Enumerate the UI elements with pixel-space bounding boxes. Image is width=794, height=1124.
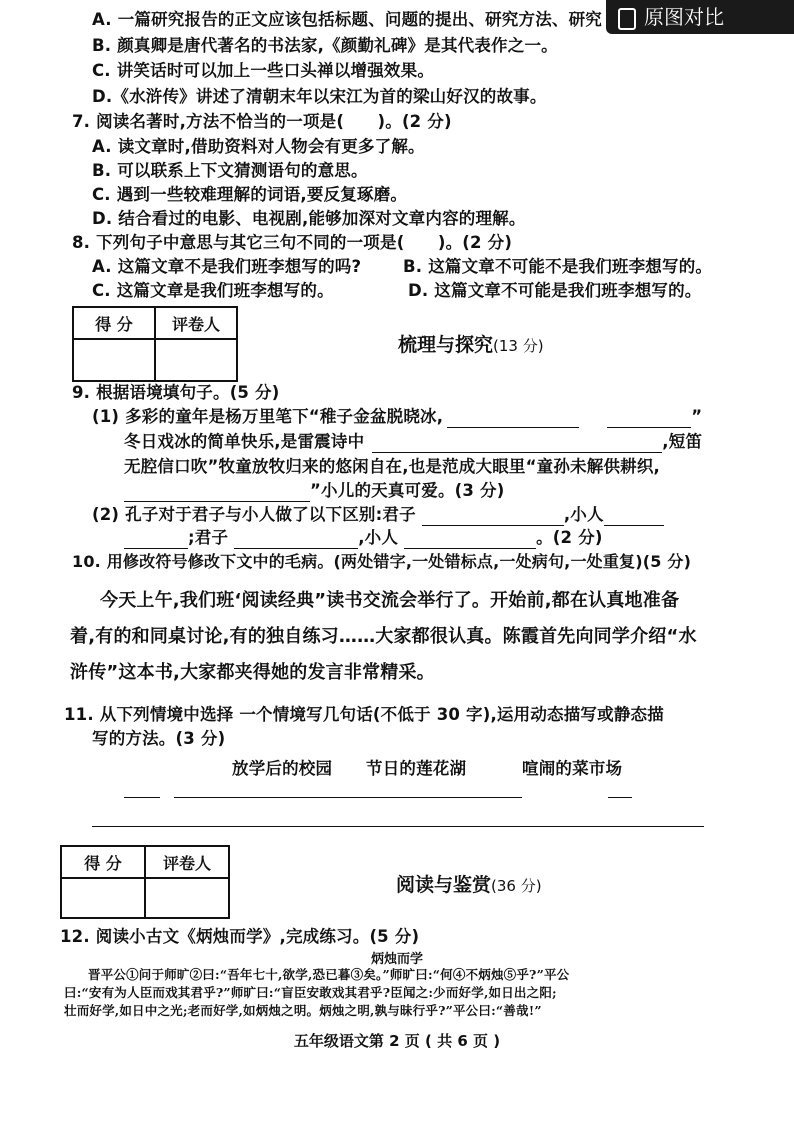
section-title-1: 梳理与探究(13 分) bbox=[398, 334, 544, 356]
answer-line-1c[interactable] bbox=[608, 797, 632, 798]
blank-9-8[interactable] bbox=[234, 532, 358, 549]
blank-9-6[interactable] bbox=[604, 509, 664, 526]
blank-9-1[interactable] bbox=[447, 411, 579, 428]
q7-stem: 7. 阅读名著时,方法不恰当的一项是( )。(2 分) bbox=[72, 112, 452, 131]
answer-line-2[interactable] bbox=[92, 826, 704, 827]
q8-stem: 8. 下列句子中意思与其它三句不同的一项是( )。(2 分) bbox=[72, 233, 513, 252]
q9-p1-line-c: 无腔信口吹”牧童放牧归来的悠闲自在,也是范成大眼里“童孙未解供耕织, bbox=[124, 457, 661, 476]
q7-option-a: A. 读文章时,借助资料对人物会有更多了解。 bbox=[92, 137, 425, 156]
q6-option-d: D.《水浒传》讲述了清朝末年以宋江为首的梁山好汉的故事。 bbox=[92, 87, 547, 106]
q6-option-a: A. 一篇研究报告的正文应该包括标题、问题的提出、研究方法、研究 bbox=[92, 10, 602, 29]
q11-choice-3: 喧闹的菜市场 bbox=[522, 759, 623, 778]
blank-9-3[interactable] bbox=[372, 436, 662, 453]
score-header: 得 分 bbox=[73, 307, 155, 339]
compare-label: 原图对比 bbox=[644, 5, 724, 29]
q8-option-b: B. 这篇文章不可能不是我们班李想写的。 bbox=[403, 257, 713, 276]
poem-title: 炳烛而学 bbox=[370, 952, 423, 967]
q10-passage-line-2: 着,有的和同桌讨论,有的独自练习……大家都很认真。陈霞首先向同学介绍“水 bbox=[70, 626, 697, 647]
grader-cell[interactable] bbox=[145, 878, 229, 918]
q9-p1-line-b: 冬日戏冰的简单快乐,是雷震诗中 ,短笛 bbox=[124, 432, 703, 451]
score-box-1 bbox=[72, 306, 238, 382]
q11-choice-2: 节日的莲花湖 bbox=[366, 759, 467, 778]
q6-option-b: B. 颜真卿是唐代著名的书法家,《颜勤礼碑》是其代表作之一。 bbox=[92, 36, 558, 55]
q8-option-c: C. 这篇文章是我们班李想写的。 bbox=[92, 281, 334, 300]
q12-stem: 12. 阅读小古文《炳烛而学》,完成练习。(5 分) bbox=[60, 927, 420, 946]
score-cell[interactable] bbox=[73, 339, 155, 381]
q10-stem: 10. 用修改符号修改下文中的毛病。(两处错字,一处错标点,一处病句,一处重复)(5 分) bbox=[72, 552, 692, 571]
q9-p1-line-d: ”小儿的天真可爱。(3 分) bbox=[124, 480, 504, 502]
q10-passage-line-3: 浒传”这本书,大家都夹得她的发言非常精采。 bbox=[70, 662, 435, 683]
blank-9-7[interactable] bbox=[124, 532, 188, 549]
q8-option-a: A. 这篇文章不是我们班李想写的吗? bbox=[92, 257, 362, 276]
q11-stem-line-1: 11. 从下列情境中选择 一个情境写几句话(不低于 30 字),运用动态描写或静态描 bbox=[64, 705, 664, 724]
blank-9-4[interactable] bbox=[124, 485, 310, 502]
classical-text-line-3: 壮而好学,如日中之光;老而好学,如炳烛之明。炳烛之明,孰与昧行乎?”平公曰:“善哉!” bbox=[64, 1003, 542, 1018]
q9-stem: 9. 根据语境填句子。(5 分) bbox=[72, 383, 280, 402]
image-compare-icon bbox=[618, 8, 636, 30]
q10-passage-line-1: 今天上午,我们班‘阅读经典”读书交流会举行了。开始前,都在认真地准备 bbox=[100, 590, 680, 611]
grader-cell[interactable] bbox=[155, 339, 237, 381]
q6-option-c: C. 讲笑话时可以加上一些口头禅以增强效果。 bbox=[92, 61, 435, 80]
classical-text-line-1: 晋平公①问于师旷②曰:“吾年七十,欲学,恐已暮③矣。”师旷曰:“何④不炳烛⑤乎?”平公 bbox=[88, 967, 570, 982]
compare-original-button[interactable] bbox=[606, 0, 794, 34]
q9-p1-line-a: (1) 多彩的童年是杨万里笔下“稚子金盆脱晓冰, ” bbox=[92, 407, 703, 426]
blank-9-9[interactable] bbox=[404, 532, 536, 549]
blank-9-5[interactable] bbox=[422, 509, 564, 526]
q11-stem-line-2: 写的方法。(3 分) bbox=[92, 729, 226, 748]
q9-p2-line-a: (2) 孔子对于君子与小人做了以下区别:君子 ,小人 bbox=[92, 504, 664, 526]
grader-header: 评卷人 bbox=[145, 846, 229, 878]
answer-line-1a[interactable] bbox=[124, 797, 160, 798]
grader-header: 评卷人 bbox=[155, 307, 237, 339]
blank-9-2[interactable] bbox=[607, 411, 691, 428]
answer-line-1b[interactable] bbox=[174, 797, 522, 798]
page-footer: 五年级语文第 2 页 ( 共 6 页 ) bbox=[293, 1032, 501, 1050]
score-box-2 bbox=[60, 845, 230, 919]
q8-option-d: D. 这篇文章不可能是我们班李想写的。 bbox=[408, 281, 702, 300]
q11-choice-1: 放学后的校园 bbox=[232, 759, 333, 778]
section-title-2: 阅读与鉴赏(36 分) bbox=[396, 874, 542, 896]
q9-p2-line-b: ;君子 ,小人 。(2 分) bbox=[124, 527, 603, 549]
q7-option-c: C. 遇到一些较难理解的词语,要反复琢磨。 bbox=[92, 185, 408, 204]
score-cell[interactable] bbox=[61, 878, 145, 918]
score-header: 得 分 bbox=[61, 846, 145, 878]
q7-option-b: B. 可以联系上下文猜测语句的意思。 bbox=[92, 161, 368, 180]
classical-text-line-2: 曰:“安有为人臣而戏其君乎?”师旷曰:“盲臣安敢戏其君乎?臣闻之:少而好学,如日出之阳; bbox=[64, 985, 557, 1000]
q7-option-d: D. 结合看过的电影、电视剧,能够加深对文章内容的理解。 bbox=[92, 209, 526, 228]
